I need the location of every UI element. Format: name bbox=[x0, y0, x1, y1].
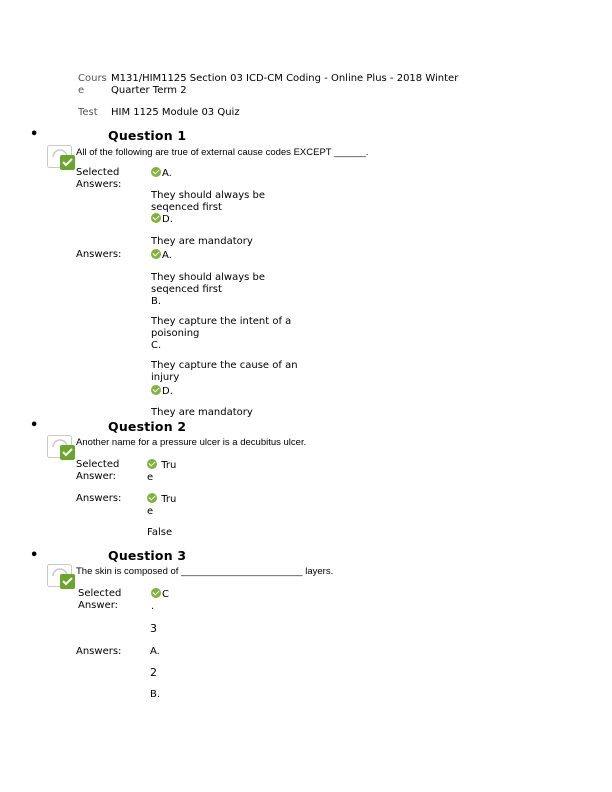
answers-label: Answers: bbox=[76, 646, 122, 657]
answers-label: Answers: bbox=[76, 249, 122, 260]
test-value: HIM 1125 Module 03 Quiz bbox=[111, 107, 240, 118]
question-2-title: Question 2 bbox=[108, 419, 187, 434]
q1-answer-d-text: They are mandatory bbox=[151, 407, 253, 418]
correct-check-icon bbox=[151, 588, 161, 598]
bullet: • bbox=[30, 418, 39, 433]
test-label: Test bbox=[78, 107, 98, 118]
course-value-line2: Quarter Term 2 bbox=[111, 85, 187, 96]
bullet: • bbox=[30, 548, 39, 563]
q1-answer-b: B. bbox=[151, 296, 162, 307]
question-1-title: Question 1 bbox=[108, 128, 187, 143]
course-label: Cours e bbox=[78, 73, 107, 96]
question-status-icon bbox=[47, 435, 76, 461]
question-3-text: The skin is composed of _______________________ layers. bbox=[76, 566, 334, 577]
correct-check-icon bbox=[147, 459, 157, 469]
correct-check-icon bbox=[151, 167, 161, 177]
correct-check-icon bbox=[151, 213, 161, 223]
q1-answer-b-text: They capture the intent of a poisoning bbox=[151, 316, 292, 339]
question-1-text: All of the following are true of external cause codes EXCEPT ______. bbox=[76, 147, 369, 158]
question-2-text: Another name for a pressure ulcer is a decubitus ulcer. bbox=[76, 437, 307, 448]
q1-answer-d: D. bbox=[151, 385, 173, 398]
selected-answer-label: Selected Answer: bbox=[78, 588, 122, 611]
q2-answer-false: False bbox=[147, 527, 173, 538]
correct-check-icon bbox=[147, 493, 157, 503]
q3-answer-a-value: 2 bbox=[150, 666, 157, 679]
course-value bbox=[111, 73, 458, 97]
q1-answer-c: C. bbox=[151, 340, 162, 351]
selected-answers-label: Selected Answers: bbox=[76, 167, 122, 190]
q3-answer-a: A. bbox=[150, 646, 160, 657]
question-status-icon bbox=[47, 145, 76, 171]
selected-answer-label: Selected Answer: bbox=[76, 459, 120, 482]
q2-answer-true: Tru e bbox=[147, 494, 177, 517]
question-status-icon bbox=[47, 564, 76, 590]
q1-answer-a-text: They should always be seqenced first bbox=[151, 272, 266, 295]
q1-selected-a: A. bbox=[151, 167, 172, 180]
q2-selected-answer: Tru e bbox=[147, 460, 177, 483]
q1-selected-d: D. bbox=[151, 213, 173, 226]
answers-label: Answers: bbox=[76, 493, 122, 504]
q3-answer-b: B. bbox=[150, 689, 161, 700]
bullet: • bbox=[30, 127, 39, 142]
correct-check-icon bbox=[151, 249, 161, 259]
q1-selected-d-text: They are mandatory bbox=[151, 236, 253, 247]
q1-answer-a: A. bbox=[151, 249, 172, 262]
q3-selected-letter: C . bbox=[151, 589, 169, 612]
q3-selected-value: 3 bbox=[150, 622, 157, 635]
q1-selected-a-text: They should always be seqenced first bbox=[151, 190, 266, 213]
correct-check-icon bbox=[151, 385, 161, 395]
q1-answer-c-text: They capture the cause of an injury bbox=[151, 360, 298, 383]
question-3-title: Question 3 bbox=[108, 548, 187, 563]
course-value-line1: M131/HIM1125 Section 03 ICD-CM Coding - Online Plus - 2018 Winter bbox=[111, 73, 459, 84]
